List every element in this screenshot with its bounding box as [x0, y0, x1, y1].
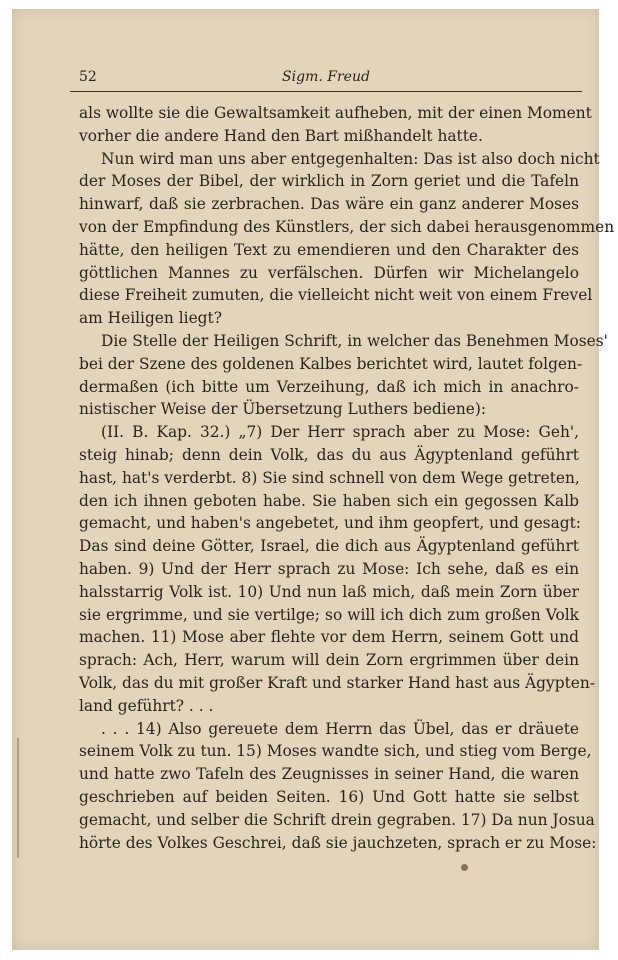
text-line: der Moses der Bibel, der wirklich in Zorn geriet und die Tafeln [79, 172, 579, 191]
text-line: land geführt? . . . [79, 696, 214, 715]
text-line: diese Freiheit zumuten, die vielleicht nicht weit von einem Frevel [79, 286, 593, 305]
text-line: den ich ihnen geboten habe. Sie haben sich ein gegossen Kalb [79, 491, 579, 510]
text-line: hast, hat's verderbt. 8) Sie sind schnell von dem Wege getreten, [79, 468, 580, 487]
text-line: hätte, den heiligen Text zu emendieren und den Charakter des [79, 240, 579, 259]
text-line: von der Empfindung des Künstlers, der sich dabei herausgenommen [79, 217, 615, 236]
text-line: bei der Szene des goldenen Kalbes berichtet wird, lautet folgen- [79, 354, 583, 373]
text-line: Nun wird man uns aber entgegenhalten: Das ist also doch nicht [101, 149, 600, 168]
text-line: Das sind deine Götter, Israel, die dich aus Ägyptenland geführt [79, 537, 579, 556]
text-line: dermaßen (ich bitte um Verzeihung, daß ich mich in anachro- [79, 377, 579, 396]
text-line: seinem Volk zu tun. 15) Moses wandte sich, und stieg vom Berge, [79, 742, 592, 761]
text-line: steig hinab; denn dein Volk, das du aus Ägyptenland geführt [79, 445, 579, 464]
text-line: hörte des Volkes Geschrei, daß sie jauchzeten, sprach er zu Mose: [79, 833, 597, 852]
text-line: geschrieben auf beiden Seiten. 16) Und Gott hatte sie selbst [79, 787, 579, 806]
text-line: und hatte zwo Tafeln des Zeugnisses in seiner Hand, die waren [79, 765, 579, 784]
text-line: gemacht, und selber die Schrift drein gegraben. 17) Da nun Josua [79, 810, 595, 829]
page-header [70, 63, 582, 91]
text-line: sie ergrimme, und sie vertilge; so will ich dich zum großen Volk [79, 605, 579, 624]
ink-spot [461, 864, 468, 871]
body-text [79, 102, 615, 854]
page-edge-mark [17, 738, 19, 858]
text-line: hinwarf, daß sie zerbrachen. Das wäre ein ganz anderer Moses [79, 195, 579, 214]
text-line: Die Stelle der Heiligen Schrift, in welcher das Benehmen Moses' [101, 331, 608, 350]
header-rule [70, 91, 582, 92]
text-line: sprach: Ach, Herr, warum will dein Zorn ergrimmen über dein [79, 651, 579, 670]
text-line: . . . 14) Also gereuete dem Herrn das Übel, das er dräuete [101, 719, 579, 738]
text-line: halsstarrig Volk ist. 10) Und nun laß mich, daß mein Zorn über [79, 582, 579, 601]
text-line: (II. B. Kap. 32.) „7) Der Herr sprach aber zu Mose: Geh', [101, 423, 579, 442]
text-line: machen. 11) Mose aber flehte vor dem Herrn, seinem Gott und [79, 628, 579, 647]
running-head: Sigm. Freud [282, 69, 370, 85]
text-line: gemacht, und haben's angebetet, und ihm geopfert, und gesagt: [79, 514, 581, 533]
text-line: vorher die andere Hand den Bart mißhandelt hatte. [79, 126, 483, 145]
text-line: göttlichen Mannes zu verfälschen. Dürfen wir Michelangelo [79, 263, 579, 282]
text-line: als wollte sie die Gewaltsamkeit aufheben, mit der einen Moment [79, 104, 592, 122]
text-line: Volk, das du mit großer Kraft und starker Hand hast aus Ägypten- [79, 673, 595, 692]
page-number: 52 [79, 69, 97, 85]
text-line: haben. 9) Und der Herr sprach zu Mose: Ich sehe, daß es ein [79, 559, 579, 578]
text-line: nistischer Weise der Übersetzung Luthers bediene): [79, 400, 487, 419]
text-line: am Heiligen liegt? [79, 309, 222, 328]
